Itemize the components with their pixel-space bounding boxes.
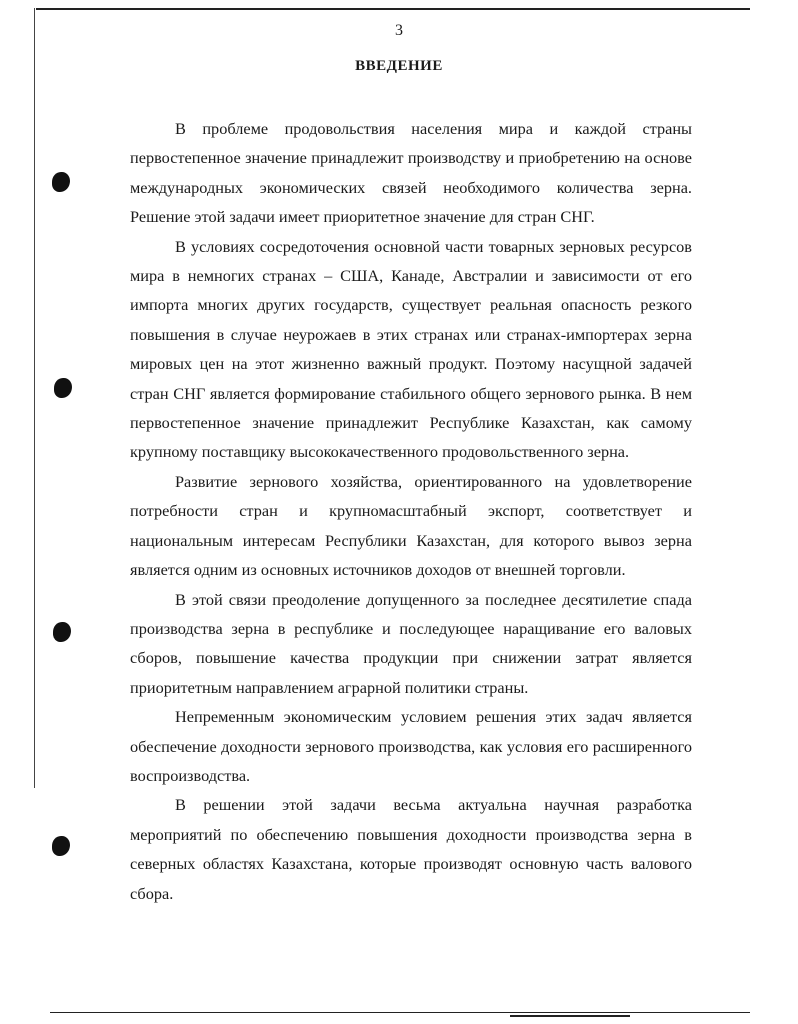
paragraph: В этой связи преодоление допущенного за последнее десятилетие спада производства зерна в республике и последующее наращивание его валовых сборов, повышение качества продукции при снижении затрат является приоритетным направлением аграрной политики страны.: [130, 589, 692, 697]
scan-edge-bottom-mark: [510, 1015, 630, 1017]
punch-hole-mark: [52, 172, 70, 192]
scan-edge-top: [36, 8, 750, 10]
paragraph: Непременным экономическим условием решения этих задач является обеспечение доходности зернового производства, как условия его расширенного воспроизводства.: [130, 707, 692, 785]
paragraph: Развитие зернового хозяйства, ориентированного на удовлетворение потребности стран и крупномасштабный экспорт, соответствует и национальным интересам Республики Казахстан, для которого вывоз зерна является одним из основных источников доходов от внешней торговли.: [130, 471, 692, 580]
page-number: 3: [395, 22, 403, 39]
paragraph: В проблеме продовольствия населения мира и каждой страны первостепенное значение принадлежит производству и приобретению на основе международных экономических связей необходимого количества зерна. Решение этой задачи имеет приоритетное значение для стран СНГ.: [130, 119, 692, 227]
punch-hole-mark: [53, 622, 71, 642]
punch-hole-mark: [52, 836, 70, 856]
paragraph: В решении этой задачи весьма актуальна научная разработка мероприятий по обеспечению повышения доходности производства зерна в северных областях Казахстана, которые производят основную часть валового сбора.: [130, 795, 692, 903]
scan-edge-bottom: [50, 1012, 750, 1013]
scan-edge-left: [34, 8, 35, 788]
punch-hole-mark: [54, 378, 72, 398]
page-title: ВВЕДЕНИЕ: [355, 58, 443, 74]
paragraph: В условиях сосредоточения основной части товарных зерновых ресурсов мира в немногих странах – США, Канаде, Австралии и зависимости от его импорта многих других государств, существует реальная опасность резкого повышения в случае неурожаев в этих странах или странах-импортерах зерна мировых цен на этот жизненно важный продукт. Поэтому насущной задачей стран СНГ является формирование стабильного общего зернового рынка. В нем первостепенное значение принадлежит Республике Казахстан, как самому крупному поставщику высококачественного продовольственного зерна.: [130, 236, 692, 462]
document-body: [130, 114, 692, 908]
